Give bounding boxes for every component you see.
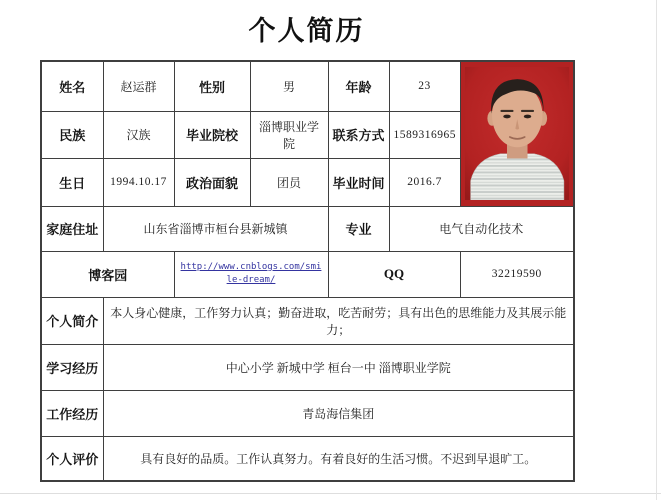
field-value-gender: 男 [250,61,328,111]
field-label-age: 年龄 [328,61,389,111]
field-label-work: 工作经历 [41,390,103,436]
field-value-intro: 本人身心健康，工作努力认真；勤奋进取，吃苦耐劳；具有出色的思维能力及其展示能力； [103,297,574,344]
page-right-edge [656,0,657,500]
table-row [41,251,574,297]
field-label-name: 姓名 [41,61,103,111]
field-value-qq: 32219590 [460,251,574,297]
table-row [41,206,574,251]
field-label-gender: 性别 [174,61,250,111]
field-value-birthday: 1994.10.17 [103,158,174,206]
field-value-political: 团员 [250,158,328,206]
resume-table [40,60,575,482]
field-label-address: 家庭住址 [41,206,103,251]
field-label-grad-time: 毕业时间 [328,158,389,206]
field-label-blog: 博客园 [41,251,174,297]
field-value-ethnicity: 汉族 [103,111,174,158]
field-label-intro: 个人简介 [41,297,103,344]
field-label-contact: 联系方式 [328,111,389,158]
table-row [41,390,574,436]
field-label-qq: QQ [328,251,460,297]
field-label-education: 学习经历 [41,344,103,390]
field-value-name: 赵运群 [103,61,174,111]
table-row [41,297,574,344]
field-value-major: 电气自动化技术 [389,206,574,251]
field-label-major: 专业 [328,206,389,251]
id-photo-image [465,67,570,200]
field-value-contact: 1589316965 [389,111,460,158]
field-label-ethnicity: 民族 [41,111,103,158]
table-row [41,61,574,111]
field-label-school: 毕业院校 [174,111,250,158]
table-row [41,344,574,390]
field-value-work: 青岛海信集团 [103,390,574,436]
id-photo [460,61,574,206]
field-value-school: 淄博职业学院 [250,111,328,158]
blog-link[interactable]: http://www.cnblogs.com/smile-dream/ [180,261,322,285]
field-value-blog [174,251,328,297]
page-bottom-edge [0,493,661,494]
field-value-grad-time: 2016.7 [389,158,460,206]
resume-document [40,0,573,482]
page-title: 个人简历 [248,16,365,46]
table-row [41,436,574,481]
field-value-evaluation: 具有良好的品质。工作认真努力。有着良好的生活习惯。不迟到早退旷工。 [103,436,574,481]
field-value-address: 山东省淄博市桓台县新城镇 [103,206,328,251]
field-value-age: 23 [389,61,460,111]
field-value-education: 中心小学 新城中学 桓台一中 淄博职业学院 [103,344,574,390]
field-label-evaluation: 个人评价 [41,436,103,481]
field-label-political: 政治面貌 [174,158,250,206]
field-label-birthday: 生日 [41,158,103,206]
